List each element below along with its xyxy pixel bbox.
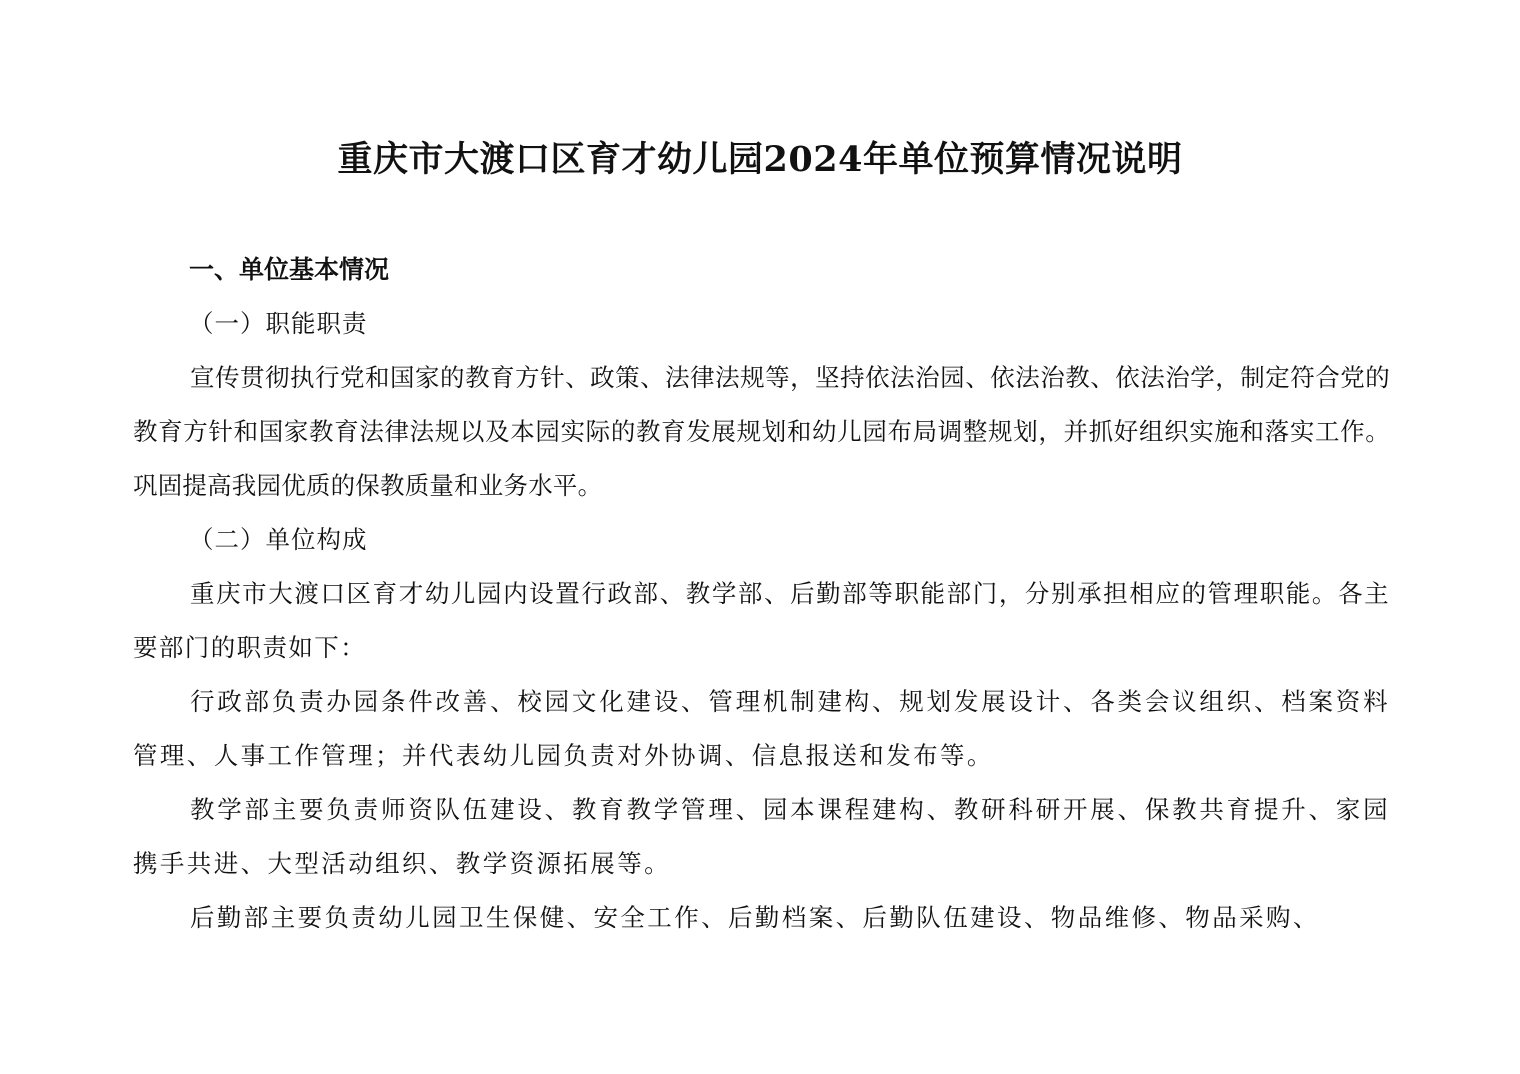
paragraph-teaching-dept: 教学部主要负责师资队伍建设、教育教学管理、园本课程建构、教研科研开展、保教共育提升、家园携手共进、大型活动组织、教学资源拓展等。 [133, 795, 1390, 878]
subsection-heading-duties: （一）职能职责 [189, 309, 368, 338]
paragraph-duties: 宣传贯彻执行党和国家的教育方针、政策、法律法规等，坚持依法治园、依法治教、依法治学，制定符合党的教育方针和国家教育法律法规以及本园实际的教育发展规划和幼儿园布局调整规划，并抓好组织实施和落实工作。巩固提高我园优质的保教质量和业务水平。 [133, 363, 1390, 500]
subsection-heading-composition: （二）单位构成 [189, 525, 368, 554]
document-body [133, 243, 1390, 945]
paragraph-logistics-dept: 后勤部主要负责幼儿园卫生保健、安全工作、后勤档案、后勤队伍建设、物品维修、物品采购、 [190, 903, 1320, 932]
document-title: 重庆市大渡口区育才幼儿园2024年单位预算情况说明 [337, 139, 1183, 180]
section-heading-basic-info: 一、单位基本情况 [189, 255, 390, 284]
paragraph-composition: 重庆市大渡口区育才幼儿园内设置行政部、教学部、后勤部等职能部门，分别承担相应的管理职能。各主要部门的职责如下： [133, 579, 1390, 662]
paragraph-admin-dept: 行政部负责办园条件改善、校园文化建设、管理机制建构、规划发展设计、各类会议组织、档案资料管理、人事工作管理；并代表幼儿园负责对外协调、信息报送和发布等。 [133, 687, 1390, 770]
